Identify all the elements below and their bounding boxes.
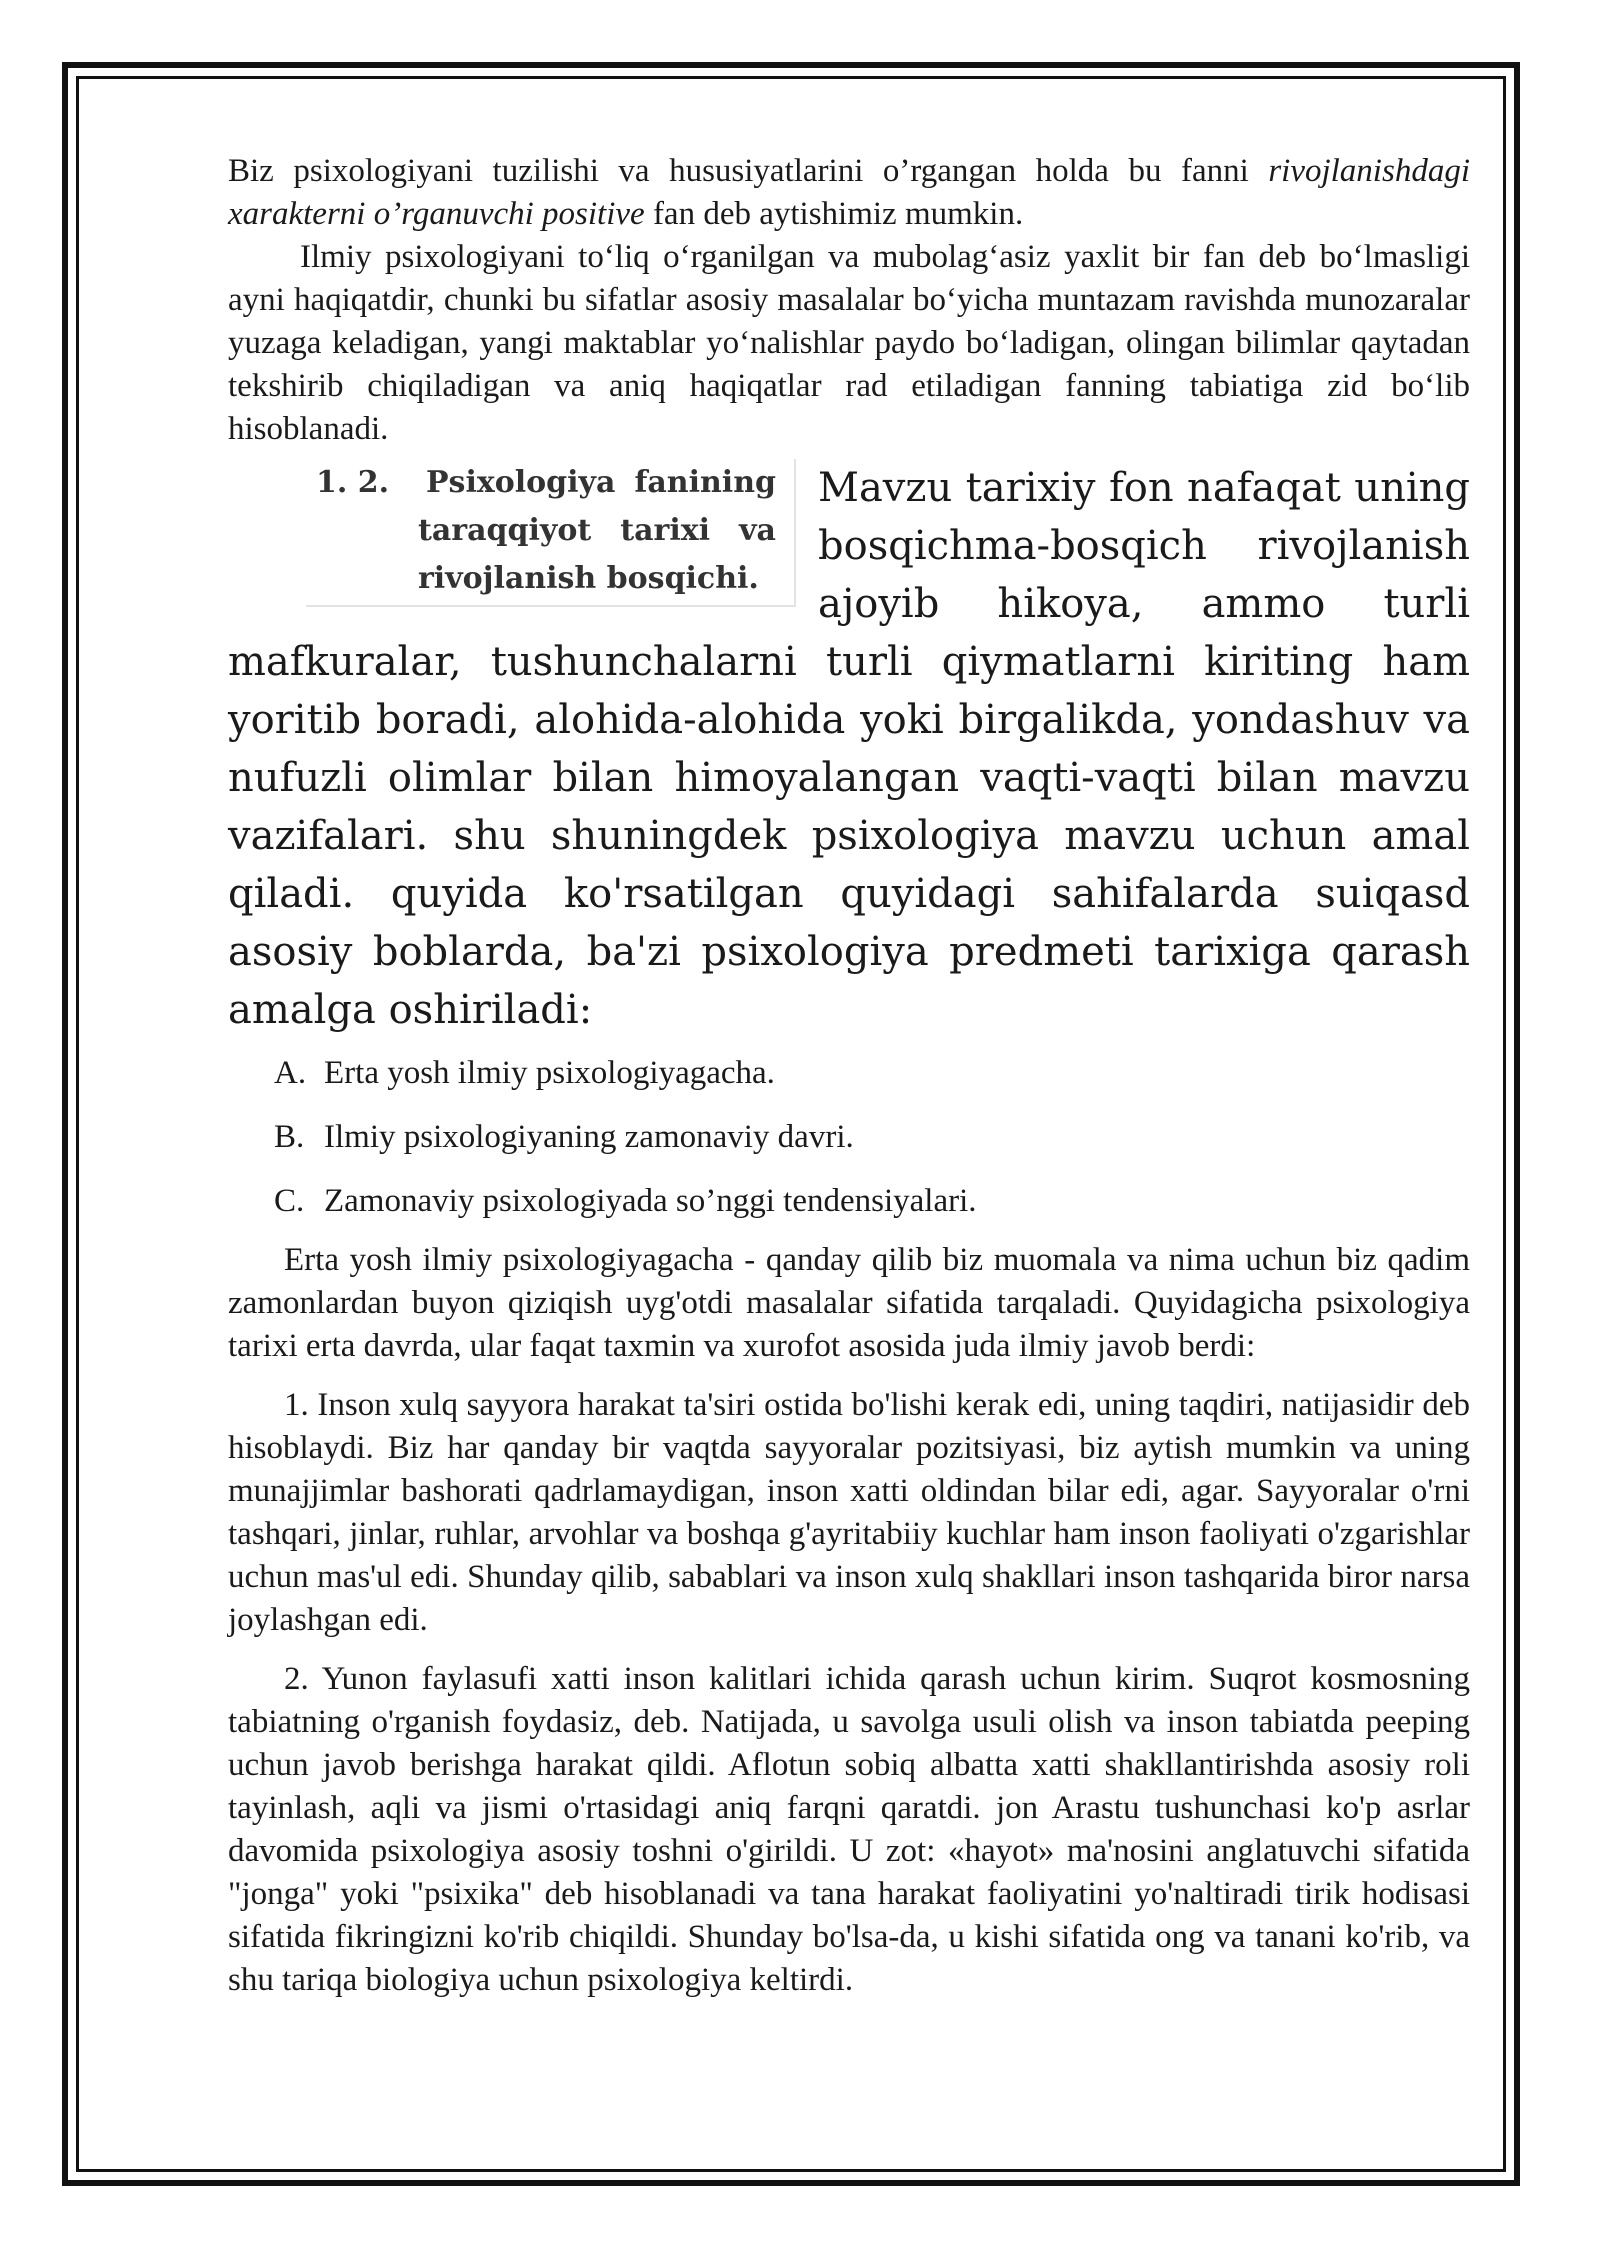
list-item-text: Zamonaviy psixologiyada so’nggi tendensiyalari. (324, 1182, 977, 1219)
paragraph-point-2: 2. Yunon faylasufi xatti inson kalitlari ichida qarash uchun kirim. Suqrot kosmosning tabiatning o'rganish foydasiz, deb. Natijada, u savolga usuli olish va inson tabiatda peeping uchun javob berishga harakat qildi. Aflotun sobiq albatta xatti shakllantirishda asosiy roli tayinlash, aqli va jismi o'rtasidagi aniq farqni qaratdi. jon Arastu tushunchasi ko'p asrlar davomida psixologiya asosiy toshni o'girildi. U zot: «hayot» ma'nosini anglatuvchi sifatida "jonga" yoki "psixika" deb hisoblanadi va tana harakat faoliyatini yo'naltiradi tirik hodisasi sifatida fikringizni ko'rib chiqildi. Shunday bo'lsa-da, u kishi sifatida ong va tanani ko'rib, va shu tariqa biologiya uchun psixologiya keltirdi. (228, 1661, 1470, 1998)
document-body (228, 150, 1470, 2002)
topic-list (274, 1041, 1470, 1233)
list-item-text: Ilmiy psixologiyaning zamonaviy davri. (324, 1118, 854, 1155)
paragraph-history-large: Mavzu tarixiy fon nafaqat uning bosqichma-bosqich rivojlanish ajoyib hikoya, ammo turli mafkuralar, tushunchalarni turli qiymatlarni kiriting ham yoritib boradi, alohida-alohida yoki birgalikda, yondashuv va nufuzli olimlar bilan himoyalangan vaqti-vaqti bilan mavzu vazifalari. shu shuningdek psixologiya mavzu uchun amal qiladi. quyida ko'rsatilgan quyidagi sahifalarda suiqasd asosiy boblarda, ba'zi psixologiya predmeti tarixiga qarash amalga oshiriladi: (228, 465, 1470, 1033)
list-item-text: Erta yosh ilmiy psixologiyagacha. (324, 1054, 775, 1091)
paragraph-point-1: 1. Inson xulq sayyora harakat ta'siri ostida bo'lishi kerak edi, uning taqdiri, natijasidir deb hisoblaydi. Biz har qanday bir vaqtda sayyoralar pozitsiyasi, biz aytish mumkin va uning munajjimlar bashorati qadrlamaydigan, inson xatti oldindan bilar edi, agar. Sayyoralar o'rni tashqari, jinlar, ruhlar, arvohlar va boshqa g'ayritabiiy kuchlar ham inson faoliyati o'zgarishlar uchun mas'ul edi. Shunday qilib, sabablari va inson xulq shakllari inson tashqarida biror narsa joylashgan edi. (228, 1387, 1470, 1638)
section-heading (306, 459, 796, 607)
heading-word: Psixologiya (426, 465, 616, 500)
list-item (274, 1169, 1470, 1233)
list-item (274, 1105, 1470, 1169)
intro-italic-text: rivojlanishdagi xarakterni o’rganuvchi positive (228, 153, 1470, 232)
list-marker: A. (274, 1054, 307, 1091)
section-heading-image (228, 459, 798, 607)
section-heading-wrap (228, 459, 1470, 1039)
paragraph-science: Ilmiy psixologiyani to‘liq o‘rganilgan va mubolag‘asiz yaxlit bir fan deb bo‘lmasligi ayni haqiqatdir, chunki bu sifatlar asosiy masalalar bo‘yicha muntazam ravishda munozaralar yuzaga keladigan, yangi maktablar yo‘nalishlar paydo bo‘ladigan, olingan bilimlar qaytadan tekshirib chiqiladigan va aniq haqiqatlar rad etiladigan fanning tabiatiga zid bo‘lib hisoblanadi. (228, 239, 1470, 447)
heading-number: 1. 2. (316, 465, 390, 500)
heading-word: rivojlanish bosqichi. (418, 561, 759, 596)
list-marker: C. (274, 1182, 305, 1219)
paragraph-intro (228, 150, 1470, 236)
heading-word: va (739, 513, 776, 548)
heading-word: taraqqiyot (418, 513, 592, 548)
intro-text: Biz psixologiyani tuzilishi va hususiyatlarini o’rgangan holda bu fanni (228, 153, 1269, 189)
list-marker: B. (274, 1118, 305, 1155)
list-item (274, 1041, 1470, 1105)
heading-word: fanining (634, 465, 776, 500)
paragraph-early: Erta yosh ilmiy psixologiyagacha - qanday qilib biz muomala va nima uchun biz qadim zamonlardan buyon qiziqish uyg'otdi masalalar sifatida tarqaladi. Quyidagicha psixologiya tarixi erta davrda, ular faqat taxmin va xurofot asosida juda ilmiy javob berdi: (228, 1242, 1470, 1364)
intro-text-end: fan deb aytishimiz mumkin. (644, 196, 1024, 232)
heading-word: tarixi (620, 513, 711, 548)
